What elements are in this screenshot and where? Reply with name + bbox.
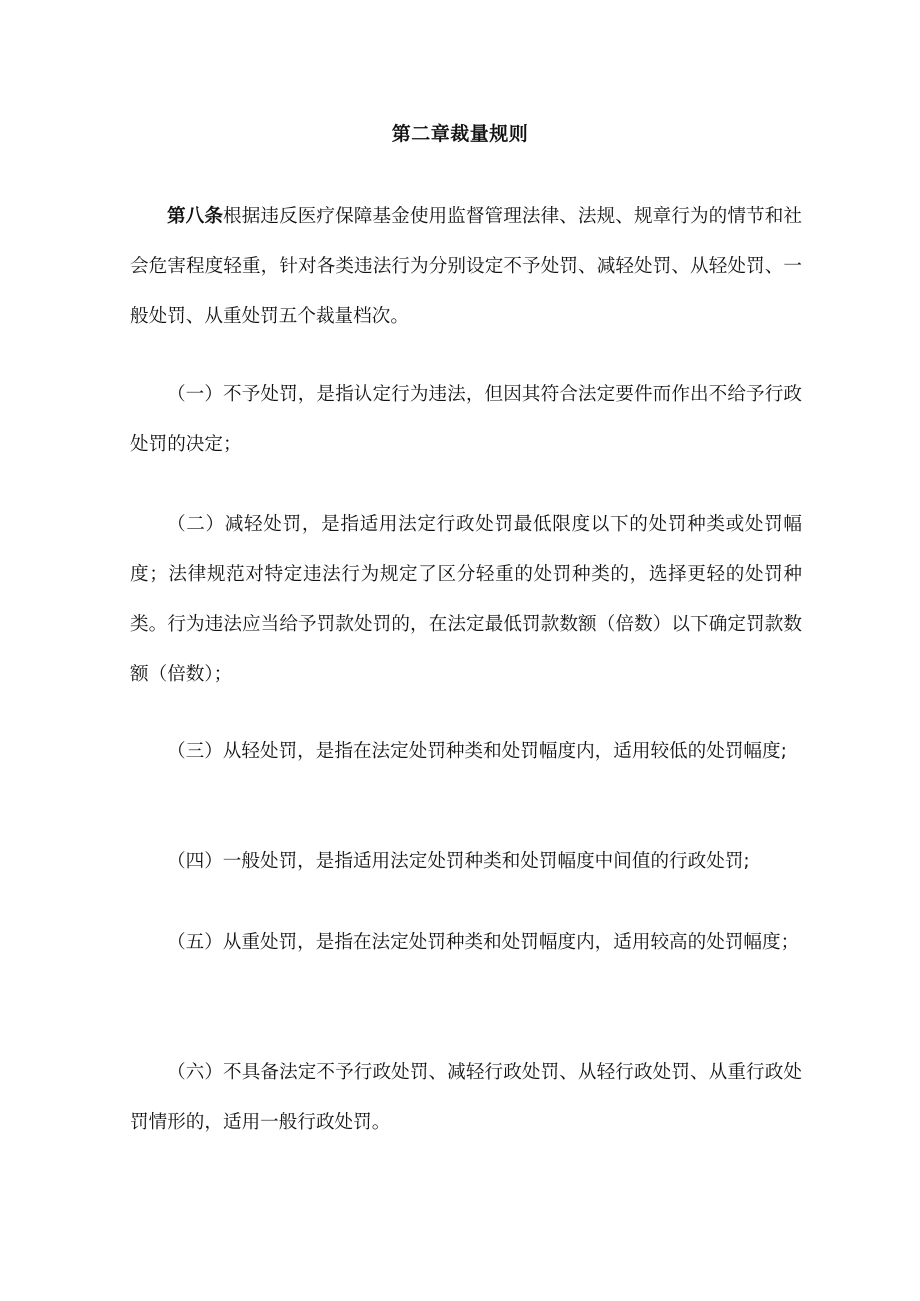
article-paragraph — [130, 192, 802, 342]
list-item-4: （四）一般处罚，是指适用法定处罚种类和处罚幅度中间值的行政处罚; — [167, 851, 750, 872]
list-item-1: （一）不予处罚，是指认定行为违法，但因其符合法定要件而作出不给予行政处罚的决定； — [130, 384, 802, 455]
list-item-2: （二）减轻处罚，是指适用法定行政处罚最低限度以下的处罚种类或处罚幅度；法律规范对特定违法行为规定了区分轻重的处罚种类的，选择更轻的处罚种类。行为违法应当给予罚款处罚的，在法定最低罚款数额（倍数）以下确定罚款数额（倍数）； — [130, 514, 802, 685]
article-number: 第八条 — [167, 206, 224, 227]
article-text: 根据违反医疗保障基金使用监督管理法律、法规、规章行为的情节和社会危害程度轻重，针对各类违法行为分别设定不予处罚、减轻处罚、从轻处罚、一般处罚、从重处罚五个裁量档次。 — [130, 206, 802, 327]
list-item-6: （六）不具备法定不予行政处罚、减轻行政处罚、从轻行政处罚、从重行政处罚情形的，适用一般行政处罚。 — [130, 1062, 802, 1133]
chapter-title: 第二章裁量规则 — [391, 123, 529, 145]
list-item-3: （三）从轻处罚，是指在法定处罚种类和处罚幅度内，适用较低的处罚幅度; — [167, 741, 787, 762]
list-item-5: （五）从重处罚，是指在法定处罚种类和处罚幅度内，适用较高的处罚幅度； — [167, 932, 800, 953]
